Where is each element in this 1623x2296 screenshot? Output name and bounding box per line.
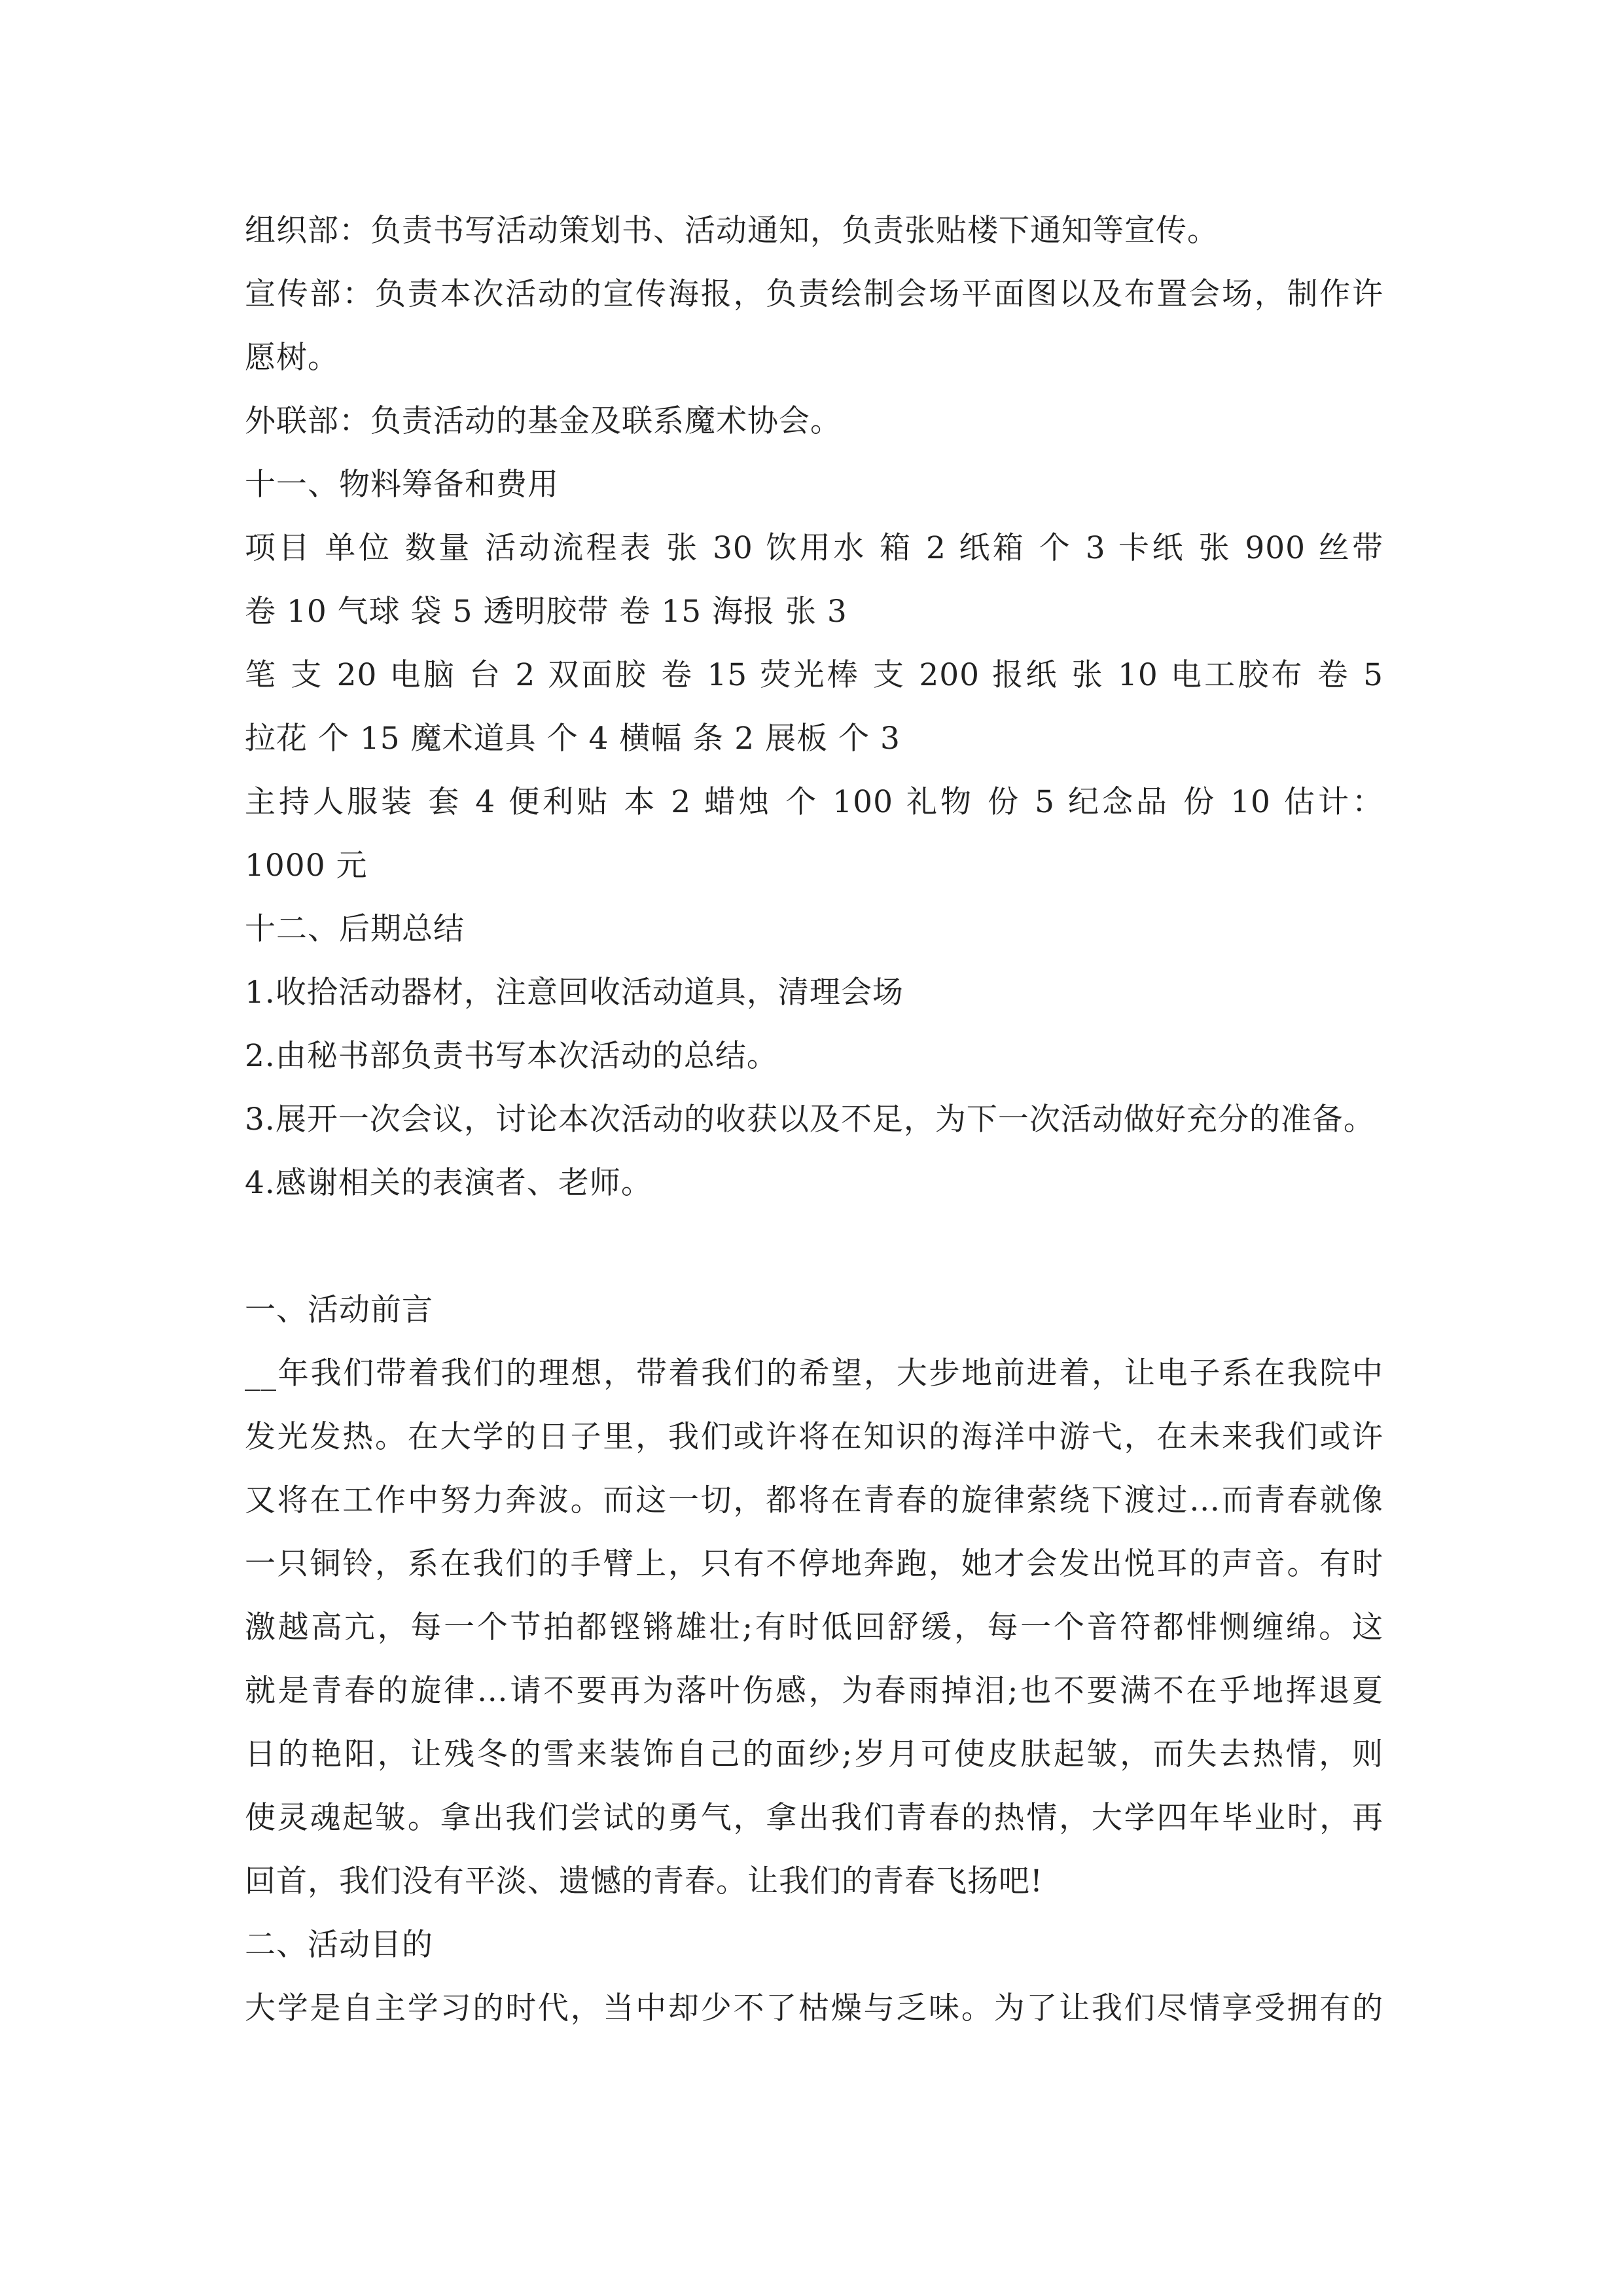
document-body: [245, 199, 1383, 2040]
paragraph-line-preface-7: 日的艳阳，让残冬的雪来装饰自己的面纱;岁月可使皮肤起皱，而失去热情，则: [245, 1736, 1383, 1772]
paragraph-line-preface-3: 又将在工作中努力奔波。而这一切，都将在青春的旋律萦绕下渡过…而青春就像: [245, 1482, 1383, 1518]
text-line-organization-dept: 组织部：负责书写活动策划书、活动通知，负责张贴楼下通知等宣传。: [245, 213, 1219, 249]
section-heading-summary: 十二、后期总结: [245, 911, 465, 947]
text-line-materials-1: 项目 单位 数量 活动流程表 张 30 饮用水 箱 2 纸箱 个 3 卡纸 张 900 丝带: [245, 530, 1383, 566]
text-line-publicity-dept: 宣传部：负责本次活动的宣传海报，负责绘制会场平面图以及布置会场，制作许: [245, 276, 1383, 312]
paragraph-line-preface-9: 回首，我们没有平淡、遗憾的青春。让我们的青春飞扬吧!: [245, 1863, 1043, 1899]
section-heading-purpose: 二、活动目的: [245, 1927, 433, 1963]
text-line-materials-3: 笔 支 20 电脑 台 2 双面胶 卷 15 荧光棒 支 200 报纸 张 10 电工胶布 卷 5: [245, 657, 1383, 693]
list-item-summary-3: 3.展开一次会议，讨论本次活动的收获以及不足，为下一次活动做好充分的准备。: [245, 1102, 1375, 1138]
paragraph-line-preface-6: 就是青春的旋律…请不要再为落叶伤感，为春雨掉泪;也不要满不在乎地挥退夏: [245, 1673, 1383, 1709]
blank-line: [245, 1215, 1383, 1278]
paragraph-line-purpose-1: 大学是自主学习的时代，当中却少不了枯燥与乏味。为了让我们尽情享受拥有的: [245, 1990, 1383, 2026]
text-line-materials-5: 主持人服装 套 4 便利贴 本 2 蜡烛 个 100 礼物 份 5 纪念品 份 10 估计：: [245, 784, 1383, 820]
text-line-publicity-dept-cont: 愿树。: [245, 340, 339, 376]
list-item-summary-4: 4.感谢相关的表演者、老师。: [245, 1165, 652, 1201]
section-heading-preface: 一、活动前言: [245, 1292, 433, 1328]
paragraph-line-preface-5: 激越高亢，每一个节拍都铿锵雄壮;有时低回舒缓，每一个音符都悱恻缠绵。这: [245, 1609, 1383, 1645]
text-line-external-dept: 外联部：负责活动的基金及联系魔术协会。: [245, 403, 842, 439]
list-item-summary-1: 1.收拾活动器材，注意回收活动道具，清理会场: [245, 975, 904, 1011]
paragraph-line-preface-2: 发光发热。在大学的日子里，我们或许将在知识的海洋中游弋，在未来我们或许: [245, 1419, 1383, 1455]
text-line-estimate-total: 1000 元: [245, 848, 368, 884]
list-item-summary-2: 2.由秘书部负责书写本次活动的总结。: [245, 1038, 778, 1074]
paragraph-line-preface-4: 一只铜铃，系在我们的手臂上，只有不停地奔跑，她才会发出悦耳的声音。有时: [245, 1546, 1383, 1582]
text-line-materials-4: 拉花 个 15 魔术道具 个 4 横幅 条 2 展板 个 3: [245, 721, 901, 757]
text-line-materials-2: 卷 10 气球 袋 5 透明胶带 卷 15 海报 张 3: [245, 594, 847, 630]
paragraph-line-preface-8: 使灵魂起皱。拿出我们尝试的勇气，拿出我们青春的热情，大学四年毕业时，再: [245, 1800, 1383, 1836]
section-heading-materials: 十一、物料筹备和费用: [245, 467, 559, 503]
paragraph-line-preface-1: __年我们带着我们的理想，带着我们的希望，大步地前进着，让电子系在我院中: [245, 1355, 1383, 1391]
